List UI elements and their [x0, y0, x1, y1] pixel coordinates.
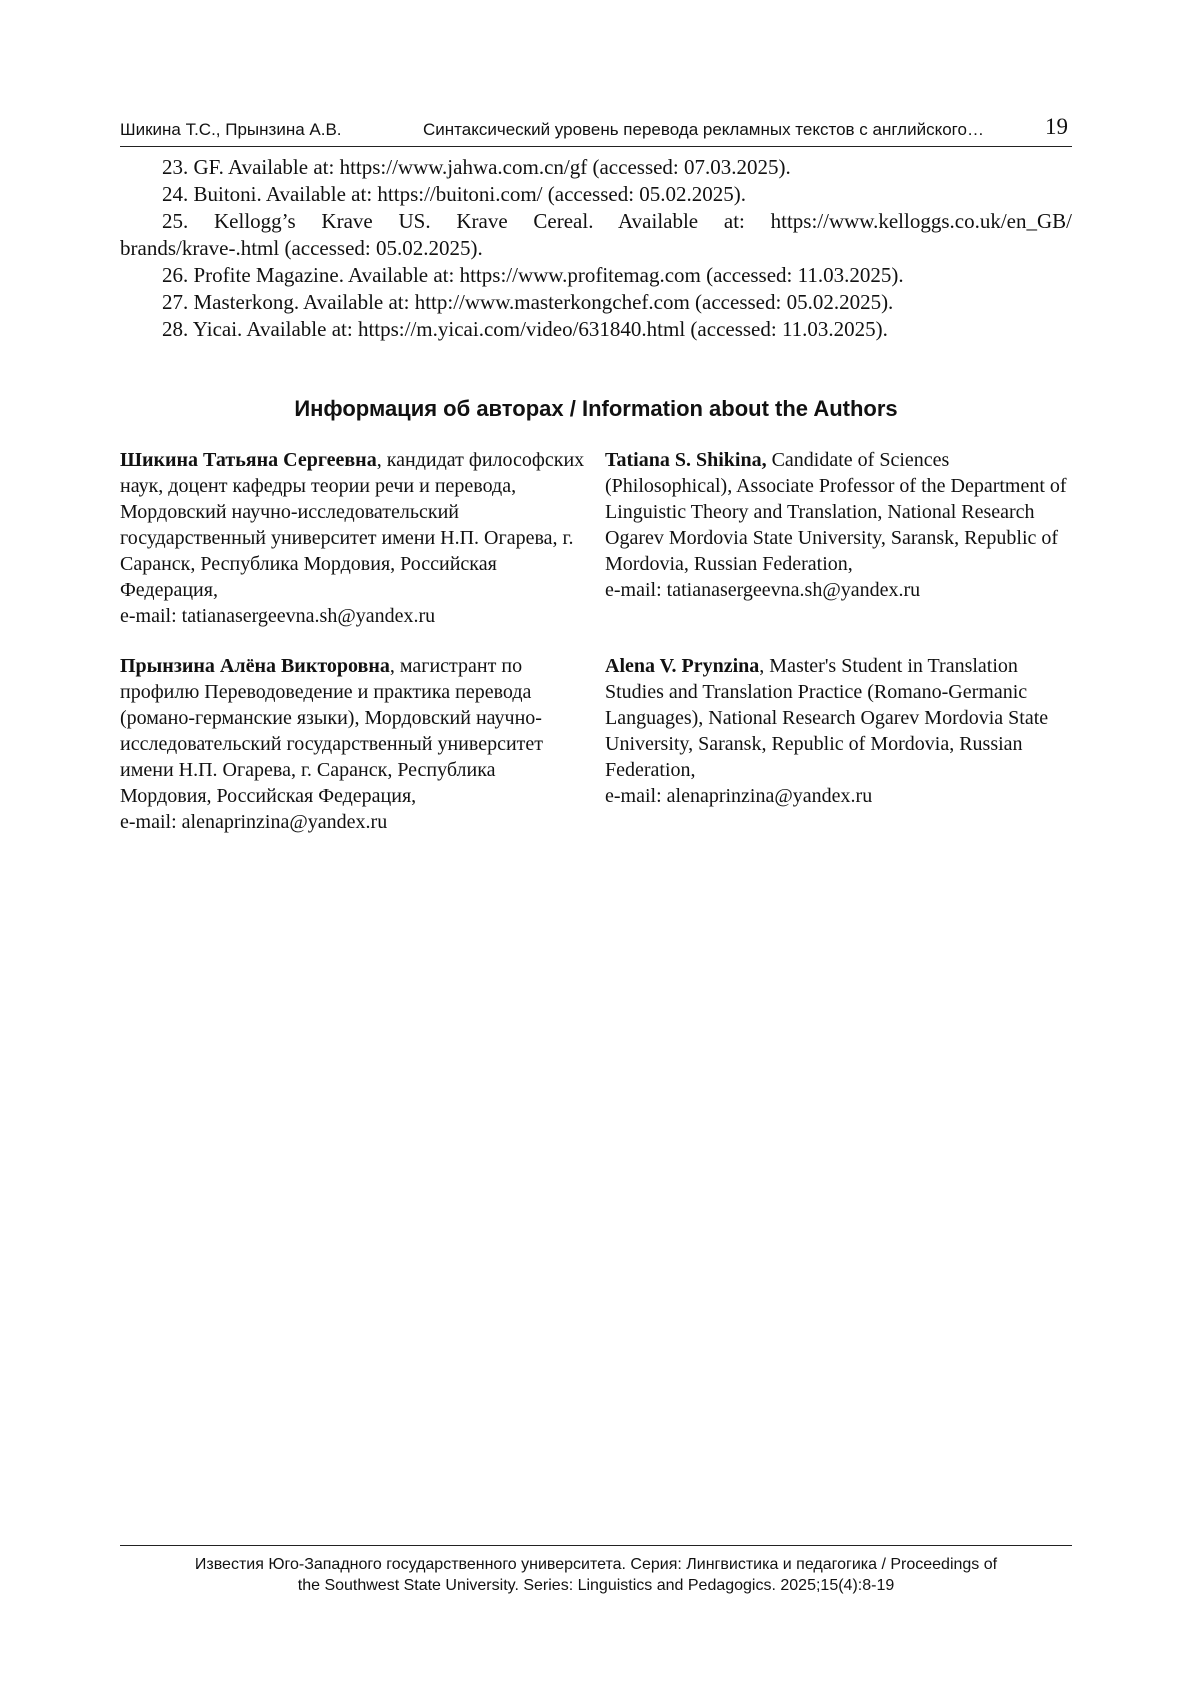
reference-text: GF. Available at: https://www.jahwa.com.cn/gf (accessed: 07.03.2025).: [193, 155, 791, 179]
reference-text: Profite Magazine. Available at: https://www.profitemag.com (accessed: 11.03.2025).: [193, 263, 904, 287]
footer-line-2: the Southwest State University. Series: Linguistics and Pedagogics. 2025;15(4):8-19: [297, 1577, 895, 1594]
author-info-en: [605, 653, 1071, 809]
reference-number: 26.: [162, 263, 189, 287]
reference-item: [120, 154, 1072, 181]
reference-number: 28.: [162, 317, 189, 341]
reference-text: Yicai. Available at: https://m.yicai.com/video/631840.html (accessed: 11.03.2025).: [192, 317, 888, 341]
author-description-en: , Master's Student in Translation Studies and Translation Practice (Romano-Germanic Languages), National Research Ogarev Mordovia State University, Saransk, Republic of Mordovia, Russian Federation,: [605, 655, 1049, 781]
author-description-en: Candidate of Sciences (Philosophical), Associate Professor of the Department of Linguistic Theory and Translation, National Research Ogarev Mordovia State University, Saransk, Republic of Mordovia, Russian Federation,: [605, 449, 1067, 575]
author-email-ru: e-mail: alenaprinzina@yandex.ru: [120, 811, 388, 833]
author-info-en: [605, 447, 1071, 603]
reference-number: 25.: [162, 209, 189, 233]
author-email-en: e-mail: tatianasergeevna.sh@yandex.ru: [605, 579, 921, 601]
journal-footer: [120, 1545, 1072, 1596]
reference-number: 24.: [162, 182, 189, 206]
author-name-en: Tatiana S. Shikina,: [605, 449, 767, 471]
references-list: [120, 154, 1072, 343]
author-description-ru: , магистрант по профилю Переводоведение и практика перевода (романо-германские языки), Мордовский научно-исследовательский государственный университет имени Н.П. Огарева, г. Саранск, Республика Мордовия, Российская Федерация,: [120, 655, 544, 807]
author-email-ru: e-mail: tatianasergeevna.sh@yandex.ru: [120, 605, 436, 627]
page-number: 19: [1045, 114, 1068, 139]
reference-text: Masterkong. Available at: http://www.masterkongchef.com (accessed: 05.02.2025).: [193, 290, 894, 314]
author-name-en: Alena V. Prynzina: [605, 655, 760, 677]
author-description-ru: , кандидат философских наук, доцент кафедры теории речи и перевода, Мордовский научно-исследовательский государственный университет имени Н.П. Огарева, г. Саранск, Республика Мордовия, Российская Федерация,: [120, 449, 585, 601]
footer-line-1: Известия Юго-Западного государственного университета. Серия: Лингвистика и педагогика / Proceedings of: [194, 1556, 998, 1573]
header-authors: Шикина Т.С., Прынзина А.В.: [120, 120, 342, 139]
reference-text: Kellogg’s Krave US. Krave Cereal. Available at: https://www.kelloggs.co.uk/en_GB/ brands/krave-.html (accessed: 05.02.2025).: [120, 209, 1073, 260]
reference-number: 27.: [162, 290, 189, 314]
authors-section-title: Информация об авторах / Information about the Authors: [294, 396, 898, 421]
author-name-ru: Шикина Татьяна Сергеевна: [120, 449, 377, 471]
reference-item: [120, 208, 1072, 262]
reference-number: 23.: [162, 155, 189, 179]
author-info-ru: [120, 653, 586, 835]
header-article-title: Синтаксический уровень перевода рекламных текстов с английского…: [423, 120, 984, 139]
reference-item: [120, 262, 1072, 289]
reference-item: [120, 181, 1072, 208]
author-info-ru: [120, 447, 586, 629]
running-header: [120, 116, 1072, 147]
reference-text: Buitoni. Available at: https://buitoni.com/ (accessed: 05.02.2025).: [193, 182, 747, 206]
author-name-ru: Прынзина Алёна Викторовна: [120, 655, 390, 677]
author-email-en: e-mail: alenaprinzina@yandex.ru: [605, 785, 873, 807]
reference-item: [120, 316, 1072, 343]
reference-item: [120, 289, 1072, 316]
